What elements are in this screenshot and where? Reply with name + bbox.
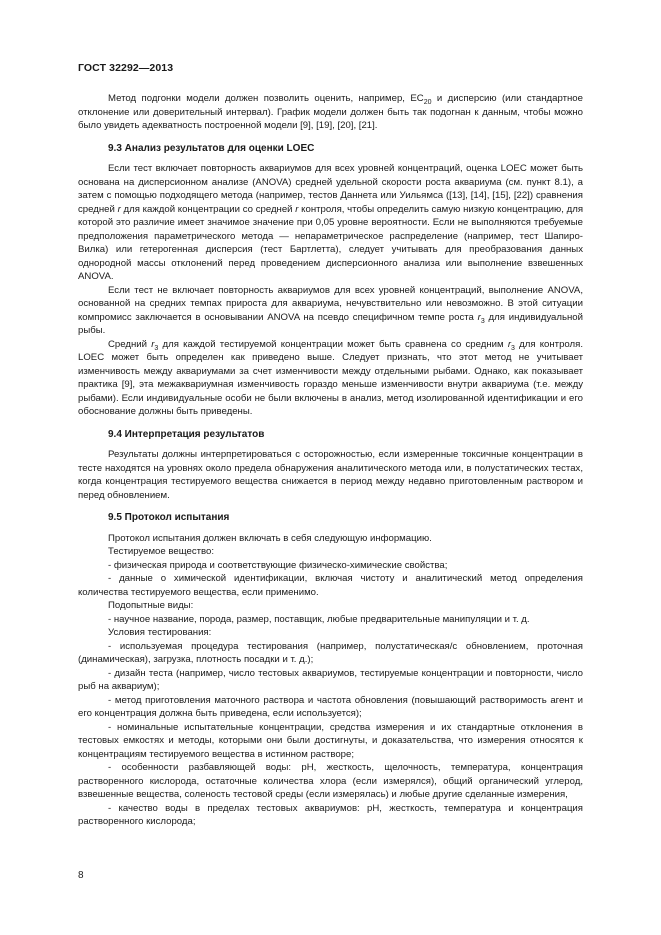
- s93-paragraph-1: Если тест включает повторность аквариумов для всех уровней концентраций, оценка LOEC может быть основана на дисперсионном анализе (ANOVA) средней удельной скорости роста аквариума (см. пункт 8.1), а затем с помощью подходящего метода (например, тестов Даннета или Уильямса ([13], [14], [15], [22]) сравнения средней r для каждой концентрации со средней r контроля, чтобы определить самую низкую концентрацию, для которой это различие имеет значимое значение при 0,05 уровне вероятности. Если не выполняются требуемые предположения параметрического метода — непараметрическое распределение (например, тест Шапиро-Вилка) или гетерогенная дисперсия (тест Бартлетта), следует учитывать для преобразования данных однородной массы отклонений перед проведением дисперсионного анализа или выполнение взвешенных ANOVA.: [78, 163, 584, 282]
- list-item: - дизайн теста (например, число тестовых аквариумов, тестируемые концентрации и повторности, число рыб на аквариум);: [78, 667, 583, 692]
- list-item: - метод приготовления маточного раствора и частота обновления (повышающий растворимость агент и его концентрация должна быть приведена, если используется);: [78, 694, 583, 719]
- intro-paragraph: Метод подгонки модели должен позволить оценить, например, $EC_{20}$ и дисперсию (или стандартное отклонение или доверительный интервал). График модели должен быть так подогнан к данным, чтобы можно было увидеть адекватность построенной модели [9], [19], [20], [21].: [78, 93, 583, 131]
- list-item: - особенности разбавляющей воды: pH, жесткость, щелочность, температура, концентрация растворенного кислорода, остаточные количества хлора (если измерялся), общий органический углерод, взвешенные вещества, соленость тестовой среды (если измерялась) и любые другие сделанные измерения,: [78, 762, 583, 800]
- s95-intro: Протокол испытания должен включать в себя следующую информацию.: [108, 532, 432, 544]
- page-body: [78, 92, 583, 829]
- list-item: - номинальные испытательные концентрации, средства измерения и их стандартные отклонения в тестовых емкостях и методы, которыми они были достигнуты, и доказательства, что измерения относятся к концентрациям тестируемого вещества в истинном растворе;: [78, 721, 583, 760]
- s93-paragraph-3: Средний $r_3$ для каждой тестируемой концентрации может быть сравнена со средним $r_3$ для контроля. LOEC может быть определен как приведено выше. Следует признать, что этот метод не учитывает изменчивость между аквариумами за счет изменчивости между отдельными рыбами. Однако, как показывает практика [9], эта межаквариумная изменчивость гораздо меньше изменчивости внутри аквариума (т.е. между рыбами). Если индивидуальные особи не были включены в анализ, метод изолированной идентификации и его обоснование должны быть приведены.: [78, 338, 583, 417]
- section-9-4-heading: 9.4 Интерпретация результатов: [108, 428, 265, 440]
- report-items-list: [78, 545, 583, 829]
- page-number: 8: [78, 870, 84, 881]
- list-item: - физическая природа и соответствующие физическо-химические свойства;: [108, 559, 448, 571]
- list-subheading: Условия тестирования:: [108, 627, 212, 638]
- list-subheading: Тестируемое вещество:: [108, 546, 215, 557]
- list-item: - научное название, порода, размер, поставщик, любые предварительные манипуляции и т. д.: [108, 613, 530, 625]
- section-9-5-heading: 9.5 Протокол испытания: [108, 512, 230, 523]
- s93-paragraph-2: Если тест не включает повторность аквариумов для всех уровней концентраций, выполнение ANOVA, основанной на средних темпах прироста для аквариума, нечувствительно или невозможно. В этой ситуации компромисс заключается в основывании ANOVA на псевдо специфичном темпе роста $r_3$ для индивидуальной рыбы.: [78, 284, 583, 336]
- list-subheading: Подопытные виды:: [108, 600, 194, 611]
- document-header: ГОСТ 32292—2013: [78, 62, 174, 74]
- list-item: - данные о химической идентификации, включая чистоту и аналитический метод определения количества тестируемого вещества, если применимо.: [78, 573, 583, 598]
- list-item: - используемая процедура тестирования (например, полустатическая/с обновлением, проточная (динамическая), загрузка, плотность посадки и т. д.);: [78, 640, 583, 665]
- s94-paragraph-1: Результаты должны интерпретироваться с осторожностью, если измеренные токсичные концентрации в тесте находятся на уровнях около предела обнаружения аналитического метода или, в полустатических тестах, когда концентрация тестируемого вещества снижается в период между недавно приготовленным раствором и перед обновлением.: [78, 449, 583, 501]
- list-item: - качество воды в пределах тестовых аквариумов: pH, жесткость, температура и концентрация растворенного кислорода;: [78, 802, 583, 827]
- section-9-3-heading: 9.3 Анализ результатов для оценки LOEC: [108, 142, 315, 154]
